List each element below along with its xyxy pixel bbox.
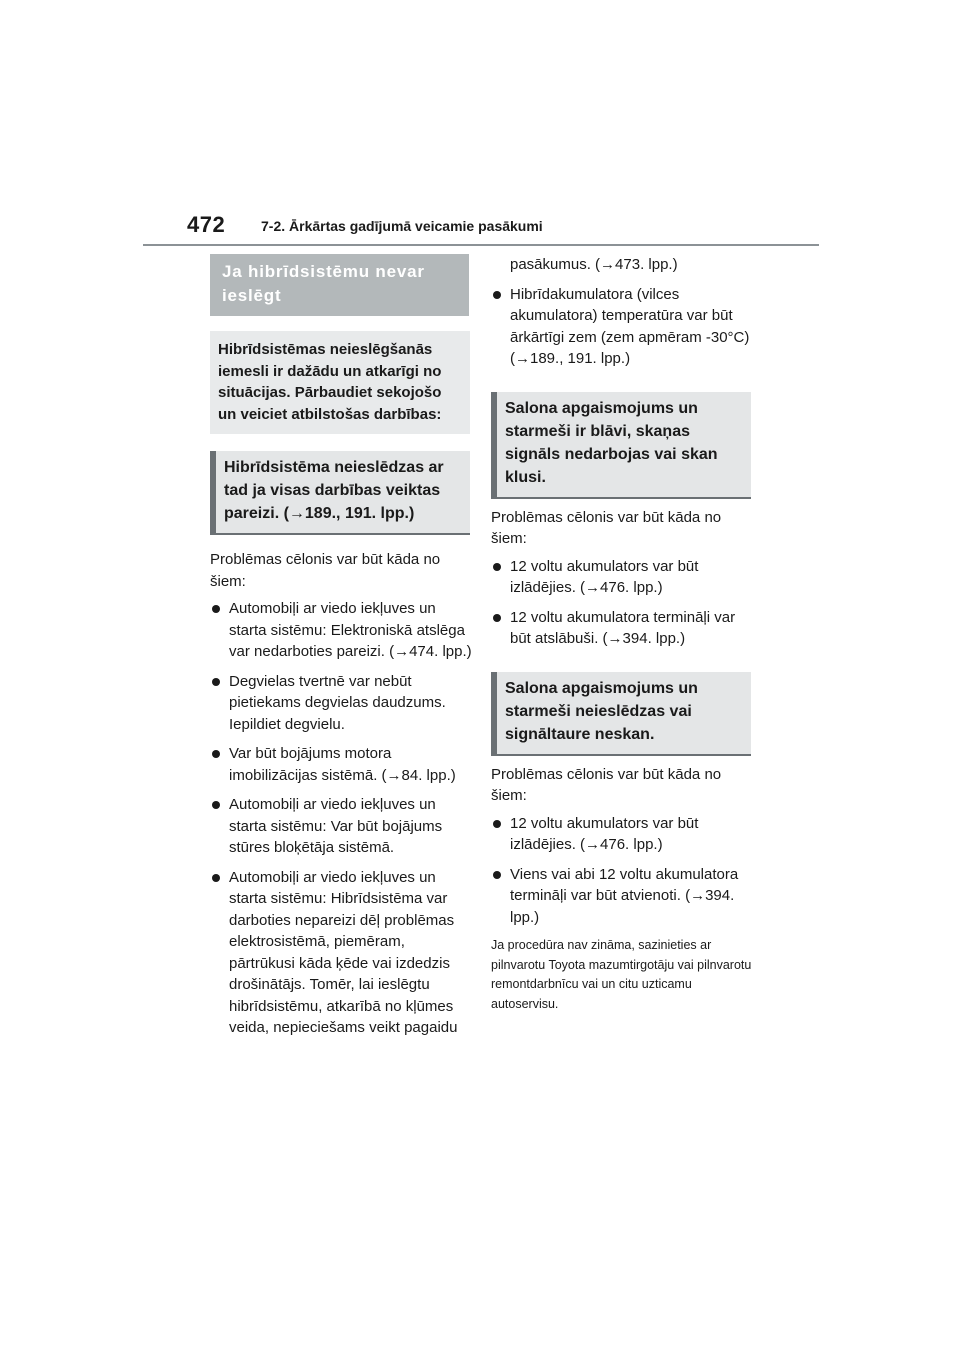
footnote: Ja procedūra nav zināma, sazinieties ar pilnvarotu Toyota mazumtirgotāju vai pilnvarotu remontdarbnīcu vai un citu uzticamu autoservisu. (491, 938, 752, 1011)
bullet-icon (493, 820, 501, 828)
left-column (210, 254, 472, 1047)
bullet-icon (212, 874, 220, 882)
list-item (210, 743, 472, 786)
list-item (491, 556, 753, 599)
cause-list (210, 598, 472, 1039)
list-item (491, 284, 753, 370)
list-item-text: Var būt bojājums motora imobilizācijas sistēmā. (→84. lpp.) (229, 745, 456, 784)
continued-text: pasākumus. (→473. lpp.) (510, 256, 678, 273)
header-divider (143, 244, 819, 246)
list-item (210, 598, 472, 663)
list-item (491, 864, 753, 929)
bullet-icon (493, 563, 501, 571)
page-number: 472 (187, 212, 226, 237)
list-item-text: Automobiļi ar viedo iekļuves un starta sistēmu: Hibrīdsistēma var darboties nepareizi dēļ problēmas elektrosistēmā, piemēram, pārtrūkusi kāda ķēde vai izdedzis drošinātājs. Tomēr, lai ieslēgtu hibrīdsistēmu, atkarībā no kļūmes veida, nepieciešams veikt pagaidu (229, 868, 458, 1036)
list-item-text: 12 voltu akumulators var būt izlādējies. (→476. lpp.) (510, 814, 699, 853)
list-item (210, 794, 472, 859)
list-item (210, 867, 472, 1039)
list-item-text: 12 voltu akumulators var būt izlādējies. (→476. lpp.) (510, 557, 699, 596)
bullet-icon (212, 678, 220, 686)
subheading-no-lights: Salona apgaismojums un starmeši neieslēdzas vai signāltaure neskan. (491, 672, 751, 756)
subheading-hybrid-no-start: Hibrīdsistēma neieslēdzas ar tad ja visas darbības veiktas pareizi. (→189., 191. lpp.) (210, 451, 470, 535)
section-banner: Ja hibrīdsistēmu nevar ieslēgt (210, 254, 469, 316)
list-item-text: Automobiļi ar viedo iekļuves un starta sistēmu: Var būt bojājums stūres bloķētāja sistēmā. (229, 796, 443, 856)
right-column (491, 254, 753, 1014)
cause-intro: Problēmas cēlonis var būt kāda no šiem: (491, 765, 722, 804)
bullet-icon (212, 801, 220, 809)
list-item (491, 607, 753, 650)
cause-list (491, 556, 753, 650)
list-item (210, 671, 472, 736)
bullet-icon (493, 871, 501, 879)
list-item-text: Automobiļi ar viedo iekļuves un starta sistēmu: Elektroniskā atslēga var nedarboties pareizi. (→474. lpp.) (229, 600, 472, 660)
list-item-text: Viens vai abi 12 voltu akumulatora termināļi var būt atvienoti. (→394. lpp.) (510, 865, 739, 926)
list-item-text: Degvielas tvertnē var nebūt pietiekams degvielas daudzums. Iepildiet degvielu. (229, 672, 446, 733)
list-item (491, 813, 753, 856)
cause-list (491, 813, 753, 929)
subheading-dim-lights: Salona apgaismojums un starmeši ir blāvi, skaņas signāls nedarbojas vai skan klusi. (491, 392, 751, 499)
list-item-text: Hibrīdakumulatora (vilces akumulatora) temperatūra var būt ārkārtīgi zem (zem apmēram -30°C) (→189., 191. lpp.) (510, 285, 750, 367)
section-title: 7-2. Ārkārtas gadījumā veicamie pasākumi (261, 218, 543, 234)
cause-intro: Problēmas cēlonis var būt kāda no šiem: (210, 551, 441, 590)
bullet-icon (212, 605, 220, 613)
cause-intro: Problēmas cēlonis var būt kāda no šiem: (491, 508, 722, 547)
bullet-icon (493, 614, 501, 622)
cause-list-continued (491, 284, 753, 370)
bullet-icon (212, 750, 220, 758)
bullet-icon (493, 291, 501, 299)
intro-box: Hibrīdsistēmas neieslēgšanās iemesli ir dažādu un atkarīgi no situācijas. Pārbaudiet sekojošo un veiciet atbilstošas darbības: (210, 331, 470, 434)
list-item-text: 12 voltu akumulatora termināļi var būt atslābuši. (→394. lpp.) (510, 608, 736, 647)
